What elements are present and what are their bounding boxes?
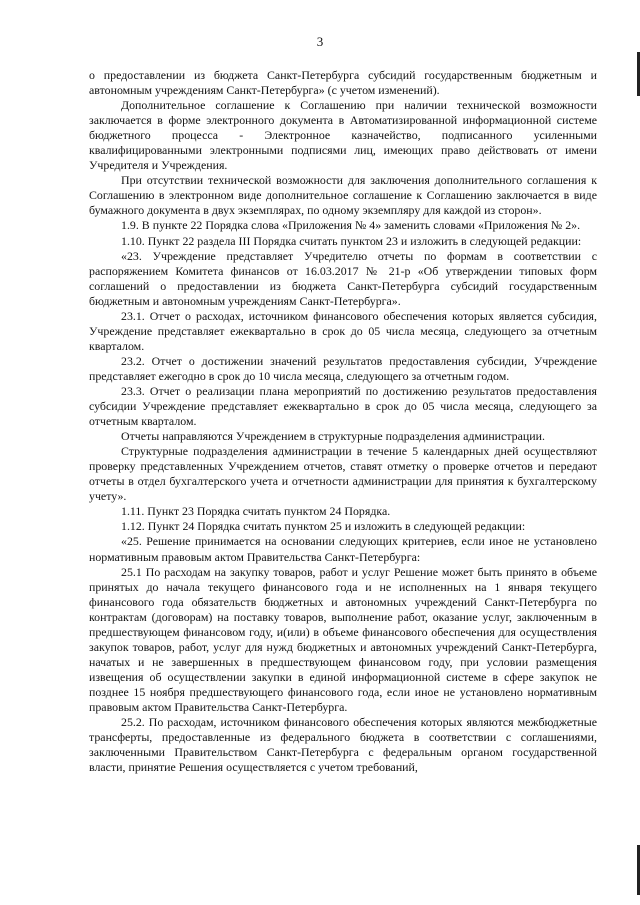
- paragraph-continuation: о предоставлении из бюджета Санкт-Петербурга субсидий государственным бюджетным и автономным учреждениям Санкт-Петербурга» (с учетом изменений).: [89, 68, 597, 98]
- paragraph-electronic-agreement: Дополнительное соглашение к Соглашению при наличии технической возможности заключается в форме электронного документа в Автоматизированной информационной системе бюджетного процесса - Электронное казначейство, подписанного усиленными квалифицированными электронными подписями лиц, имеющих право действовать от имени Учредителя и Учреждения.: [89, 98, 597, 173]
- paragraph-clause-23-2: 23.2. Отчет о достижении значений результатов предоставления субсидии, Учреждение представляет ежегодно в срок до 10 числа месяца, следующего за отчетным годом.: [89, 353, 597, 383]
- paragraph-reports-check: Структурные подразделения администрации в течение 5 календарных дней осуществляют проверку представленных Учреждением отчетов, ставят отметку о проверке отчетов и передают отчеты в отдел бухгалтерского учета и отчетности администрации для принятия к бухгалтерскому учету».: [89, 444, 597, 504]
- page-number: 3: [316, 34, 324, 49]
- paragraph-clause-23-1: 23.1. Отчет о расходах, источником финансового обеспечения которых является субсидия, Учреждение представляет ежеквартально в срок до 05 числа месяца, следующего за отчетным кварталом.: [89, 308, 597, 353]
- paragraph-item-1-12: 1.12. Пункт 24 Порядка считать пунктом 25 и изложить в следующей редакции:: [121, 519, 526, 534]
- paragraph-clause-23: «23. Учреждение представляет Учредителю отчеты по формам в соответствии с распоряжением Комитета финансов от 16.03.2017 № 21-р «Об утверждении типовых форм соглашений о предоставлении из бюджета Санкт-Петербурга субсидий государственным бюджетным и автономным учреждениям Санкт-Петербурга».: [89, 248, 597, 308]
- paragraph-paper-agreement: При отсутствии технической возможности для заключения дополнительного соглашения к Соглашению в электронном виде дополнительное соглашение к Соглашению заключается в виде бумажного документа в двух экземплярах, по одному экземпляру для каждой из сторон».: [89, 173, 597, 218]
- paragraph-clause-23-3: 23.3. Отчет о реализации плана мероприятий по достижению результатов предоставления субсидии Учреждение представляет ежеквартально в срок до 05 числа месяца, следующего за отчетным кварталом.: [89, 383, 597, 429]
- paragraph-item-1-9: 1.9. В пункте 22 Порядка слова «Приложения № 4» заменить словами «Приложения № 2».: [121, 218, 581, 233]
- document-body: [89, 68, 597, 775]
- paragraph-item-1-10: 1.10. Пункт 22 раздела III Порядка считать пунктом 23 и изложить в следующей редакции:: [121, 233, 582, 248]
- paragraph-clause-25: «25. Решение принимается на основании следующих критериев, если иное не установлено нормативным правовым актом Правительства Санкт-Петербурга:: [89, 534, 597, 564]
- paragraph-clause-25-2: 25.2. По расходам, источником финансового обеспечения которых являются межбюджетные трансферты, предоставленные из федерального бюджета в соответствии с соглашениями, заключенными Правительством Санкт-Петербурга с федеральным органом государственной власти, принятие Решения осуществляется с учетом требований,: [89, 715, 597, 775]
- paragraph-clause-25-1: 25.1 По расходам на закупку товаров, работ и услуг Решение может быть принято в объеме принятых до начала текущего финансового года и не исполненных на 1 января текущего финансового года обязательств бюджетных и автономных учреждений Санкт-Петербурга по контрактам (договорам) на поставку товаров, выполнение работ, оказание услуг, заключенным в предшествующем финансовом году, и(или) в объеме финансового обеспечения для осуществления закупок товаров, работ, услуг для нужд бюджетных и автономных учреждений Санкт-Петербурга, начатых и не завершенных в предшествующем финансовом году, при условии размещения извещения об осуществлении закупки в единой информационной системе в сфере закупок не позднее 15 ноября предшествующего финансового года, если иное не установлено нормативным правовым актом Правительства Санкт-Петербурга.: [89, 564, 597, 714]
- paragraph-item-1-11: 1.11. Пункт 23 Порядка считать пунктом 24 Порядка.: [121, 504, 391, 519]
- paragraph-reports-sent: Отчеты направляются Учреждением в структурные подразделения администрации.: [121, 429, 545, 444]
